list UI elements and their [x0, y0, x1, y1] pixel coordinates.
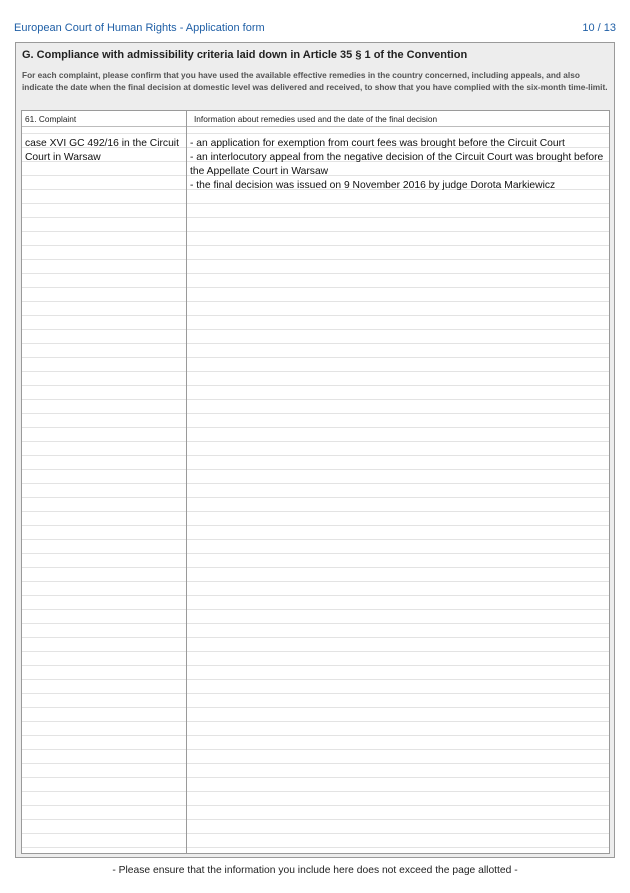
ruled-line	[22, 847, 609, 848]
ruled-line	[22, 441, 609, 442]
ruled-line	[22, 777, 609, 778]
ruled-line	[22, 595, 609, 596]
ruled-line	[22, 623, 609, 624]
page-header	[14, 22, 616, 38]
page-number: 10 / 13	[582, 22, 616, 34]
ruled-line	[22, 637, 609, 638]
ruled-line	[22, 413, 609, 414]
complaint-text-field[interactable]: case XVI GC 492/16 in the Circuit Court in Warsaw	[25, 138, 179, 163]
ruled-line	[22, 651, 609, 652]
ruled-line	[22, 329, 609, 330]
ruled-line	[22, 805, 609, 806]
ruled-line	[22, 567, 609, 568]
ruled-line	[22, 791, 609, 792]
ruled-line	[22, 721, 609, 722]
ruled-line	[22, 679, 609, 680]
ruled-line	[22, 665, 609, 666]
ruled-line	[22, 273, 609, 274]
ruled-line	[22, 469, 609, 470]
ruled-line	[22, 427, 609, 428]
form-title: European Court of Human Rights - Application form	[14, 22, 265, 34]
remedies-text-field[interactable]: - an application for exemption from court fees was brought before the Circuit Court - an interlocutory appeal from the negative decision of the Circuit Court was brought before the Appellate Court in Warsaw - the final decision was issued on 9 November 2016 by judge Dorota Markiewicz	[190, 138, 604, 191]
section-g-panel	[15, 42, 615, 858]
ruled-line	[22, 203, 609, 204]
ruled-line	[22, 259, 609, 260]
ruled-line	[22, 763, 609, 764]
ruled-line	[22, 133, 609, 134]
remedies-table	[21, 110, 610, 854]
ruled-line	[22, 315, 609, 316]
ruled-line	[22, 217, 609, 218]
ruled-line	[22, 385, 609, 386]
ruled-line	[22, 707, 609, 708]
ruled-line	[22, 343, 609, 344]
remedies-column-header: Information about remedies used and the date of the final decision	[194, 114, 438, 124]
ruled-line	[22, 735, 609, 736]
ruled-line	[22, 819, 609, 820]
section-title: G. Compliance with admissibility criteria laid down in Article 35 § 1 of the Convention	[22, 49, 468, 61]
ruled-line	[22, 371, 609, 372]
header-divider	[22, 126, 609, 127]
ruled-line	[22, 455, 609, 456]
section-instructions: For each complaint, please confirm that you have used the available effective remedies in the country concerned, including appeals, and also indicate the date when the final decision at domestic level was delivered and received, to show that you have complied with the six-month time-limit.	[22, 70, 608, 92]
ruled-line	[22, 357, 609, 358]
ruled-line	[22, 301, 609, 302]
ruled-line	[22, 693, 609, 694]
ruled-line	[22, 553, 609, 554]
ruled-line	[22, 609, 609, 610]
ruled-line	[22, 399, 609, 400]
ruled-line	[22, 287, 609, 288]
complaint-column-header: 61. Complaint	[25, 114, 77, 124]
ruled-line	[22, 483, 609, 484]
ruled-line	[22, 511, 609, 512]
ruled-line	[22, 497, 609, 498]
page-limit-note: - Please ensure that the information you include here does not exceed the page allotted -	[112, 865, 518, 876]
ruled-line	[22, 581, 609, 582]
ruled-line	[22, 749, 609, 750]
column-divider	[186, 111, 187, 853]
ruled-line	[22, 245, 609, 246]
ruled-line	[22, 525, 609, 526]
ruled-line	[22, 231, 609, 232]
ruled-line	[22, 833, 609, 834]
ruled-line	[22, 539, 609, 540]
